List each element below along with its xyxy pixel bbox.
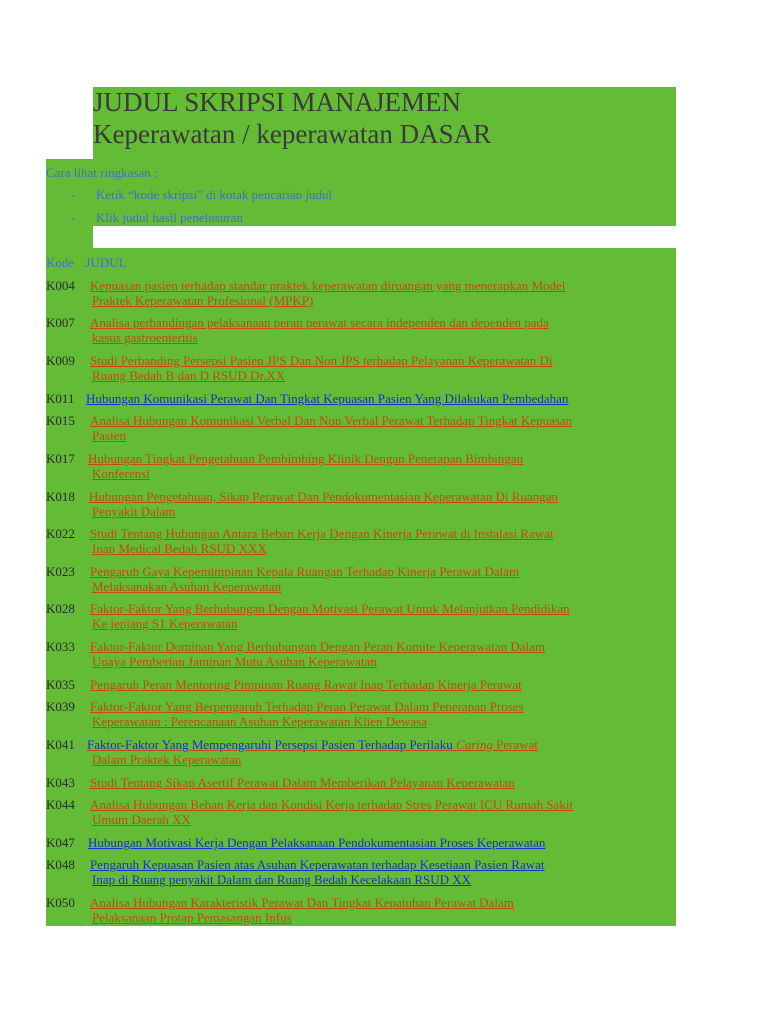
table-header	[46, 255, 127, 271]
entry-title-link[interactable]	[90, 775, 674, 790]
entry-title-line: Kepuasan pasien terhadap standar praktek keperawatan diruangan yang menerapkan Model	[90, 278, 566, 293]
entry-title-link[interactable]	[88, 835, 672, 850]
entry-title-line: Penyakit Dalam	[92, 504, 176, 519]
entry-code: K015	[46, 413, 75, 428]
entry-title-link[interactable]	[90, 639, 674, 669]
entry-title-line: kasus gastroenteritis	[92, 330, 198, 345]
entry-title-line: Hubungan Motivasi Kerja Dengan Pelaksanaan Pendokumentasian Proses Keperawatan	[88, 835, 546, 850]
instruction-step: Ketik “kode skripsi” di kotak pencarian judul	[96, 187, 333, 202]
entry-code: K048	[46, 857, 75, 872]
entry-code: K017	[46, 451, 75, 466]
entry-title-line: Melaksanakan Asuhan Keperawatan	[92, 579, 282, 594]
entry-title-link[interactable]	[89, 489, 673, 519]
entry-title-link[interactable]	[90, 353, 674, 383]
entry-title-line: Umum Daerah XX	[92, 812, 191, 827]
entry-code: K039	[46, 699, 75, 714]
entry-code: K022	[46, 526, 75, 541]
entry-title-line: Praktek Keperawatan Profesional (MPKP)	[92, 293, 314, 308]
entry-title-line: Studi Tentang Hubungan Antara Beban Kerja Dengan Kinerja Perawat di Instalasi Rawat	[90, 526, 554, 541]
entry-title-link[interactable]	[90, 699, 674, 729]
entry-code: K041	[46, 737, 75, 752]
entry-code: K007	[46, 315, 75, 330]
page-title-line-2: Keperawatan / keperawatan DASAR	[93, 119, 492, 149]
entry-title-line: Faktor-Faktor Yang Berhubungan Dengan Motivasi Perawat Untuk Melanjutkan Pendidikan	[90, 601, 570, 616]
entry-code: K023	[46, 564, 75, 579]
entry-title-line: Studi Tentang Sikap Asertif Perawat Dalam Memberikan Pelayanan Keperawatan	[90, 775, 515, 790]
entry-title-line: Faktor-Faktor Yang Berpengaruh Terhadap Peran Perawat Dalam Penerapan Proses	[90, 699, 524, 714]
entry-code: K004	[46, 278, 75, 293]
entry-title-line	[87, 737, 671, 752]
instruction-bullet: -	[71, 187, 76, 202]
entry-title-part: Perawat	[492, 737, 538, 752]
entry-code: K035	[46, 677, 75, 692]
instructions-heading: Cara lihat ringkasan :	[46, 165, 158, 180]
entry-title-link[interactable]	[90, 797, 674, 827]
entry-title-line: Hubungan Tingkat Pengetahuan Pembimbing Klinik Dengan Penerapan Bimbingan	[88, 451, 524, 466]
entry-title-line: Konferensi	[92, 466, 150, 481]
entry-title-line: Dalam Praktek Keperawatan	[92, 752, 242, 767]
entry-title-line: Pasien	[92, 428, 126, 443]
entry-code: K047	[46, 835, 75, 850]
entry-title-line: Inap di Ruang penyakit Dalam dan Ruang Bedah Kecelakaan RSUD XX	[92, 872, 472, 887]
entry-title-link[interactable]	[88, 451, 672, 481]
entry-title-line: Faktor-Faktor Dominan Yang Berhubungan Dengan Peran Komite Keperawatan Dalam	[90, 639, 545, 654]
page-title	[93, 86, 613, 150]
entry-title-link[interactable]	[90, 278, 674, 308]
entry-title-italic: Caring	[456, 737, 493, 752]
entry-title-line: Pengaruh Gaya Kepemimpinan Kepala Ruangan Terhadap Kinerja Perawat Dalam	[90, 564, 520, 579]
header-code: Kode	[46, 255, 75, 270]
entry-title-line: Keperawatan : Perencanaan Asuhan Keperawatan Klien Dewasa	[92, 714, 427, 729]
entry-title-link[interactable]	[90, 857, 674, 887]
entry-title-line: Pengaruh Peran Mentoring Pimpinan Ruang Rawat Inap Terhadap Kinerja Perawat	[90, 677, 522, 692]
entry-title-line: Inap Medical Bedah RSUD XXX	[92, 541, 267, 556]
entry-title-link[interactable]	[90, 413, 674, 443]
entry-title-line: Ke jenjang S1 Keperawatan	[92, 616, 238, 631]
entry-title-line: Pelaksanaan Protap Pemasangan Infus	[92, 910, 292, 925]
entry-code: K043	[46, 775, 75, 790]
entry-title-line: Analisa Hubungan Komunikasi Verbal Dan Non Verbal Perawat Terhadap Tingkat Kepuasan	[90, 413, 573, 428]
entry-title-line: Analisa Hubungan Beban Kerja dan Kondisi Kerja terhadap Stres Perawat ICU Rumah Sakit	[90, 797, 574, 812]
entry-title-line: Ruang Bedah B dan D RSUD Dr.XX	[92, 368, 286, 383]
content-background-notch	[46, 226, 93, 248]
list-background	[93, 226, 676, 248]
entry-title-link[interactable]	[90, 677, 674, 692]
entry-title-line: Analisa perbandingan pelaksanaan peran perawat secara independen dan dependen pada	[90, 315, 549, 330]
entry-title-link[interactable]	[90, 526, 674, 556]
instruction-bullet: -	[71, 210, 76, 225]
entry-title-line: Upaya Pemberian Jaminan Mutu Asuhan Keperawatan	[92, 654, 377, 669]
instruction-step: Klik judul hasil penelusuran	[96, 210, 243, 225]
entry-title-link[interactable]	[90, 315, 674, 345]
entry-code: K011	[46, 391, 75, 406]
entry-title-line: Analisa Hubungan Karakteristik Perawat Dan Tingkat Kepatuhan Perawat Dalam	[90, 895, 514, 910]
entry-title-link[interactable]	[90, 564, 674, 594]
header-title: JUDUL	[85, 255, 127, 270]
entry-code: K009	[46, 353, 75, 368]
entry-title-line: Hubungan Pengetahuan, Sikap Perawat Dan Pendokumentasian Keperawatan Di Ruangan	[89, 489, 558, 504]
entry-code: K044	[46, 797, 75, 812]
page-title-line-1: JUDUL SKRIPSI MANAJEMEN	[93, 87, 462, 117]
entry-title-part: Faktor-Faktor Yang Mempengaruhi Persepsi Pasien Terhadap Perilaku	[87, 737, 457, 752]
entry-title-link[interactable]	[87, 737, 671, 767]
entry-title-link[interactable]	[90, 895, 674, 925]
entry-title-line: Studi Perbanding Persepsi Pasien JPS Dan Non JPS terhadap Pelayanan Keperawatan Di	[90, 353, 553, 368]
entry-code: K033	[46, 639, 75, 654]
entry-code: K018	[46, 489, 75, 504]
entry-title-line: Hubungan Komunikasi Perawat Dan Tingkat Kepuasan Pasien Yang Dilakukan Pembedahan	[86, 391, 569, 406]
entry-code: K028	[46, 601, 75, 616]
entry-code: K050	[46, 895, 75, 910]
entry-title-line: Pengaruh Kepuasan Pasien atas Asuhan Keperawatan terhadap Kesetiaan Pasien Rawat	[90, 857, 545, 872]
entry-title-link[interactable]	[86, 391, 670, 406]
entry-title-link[interactable]	[90, 601, 674, 631]
